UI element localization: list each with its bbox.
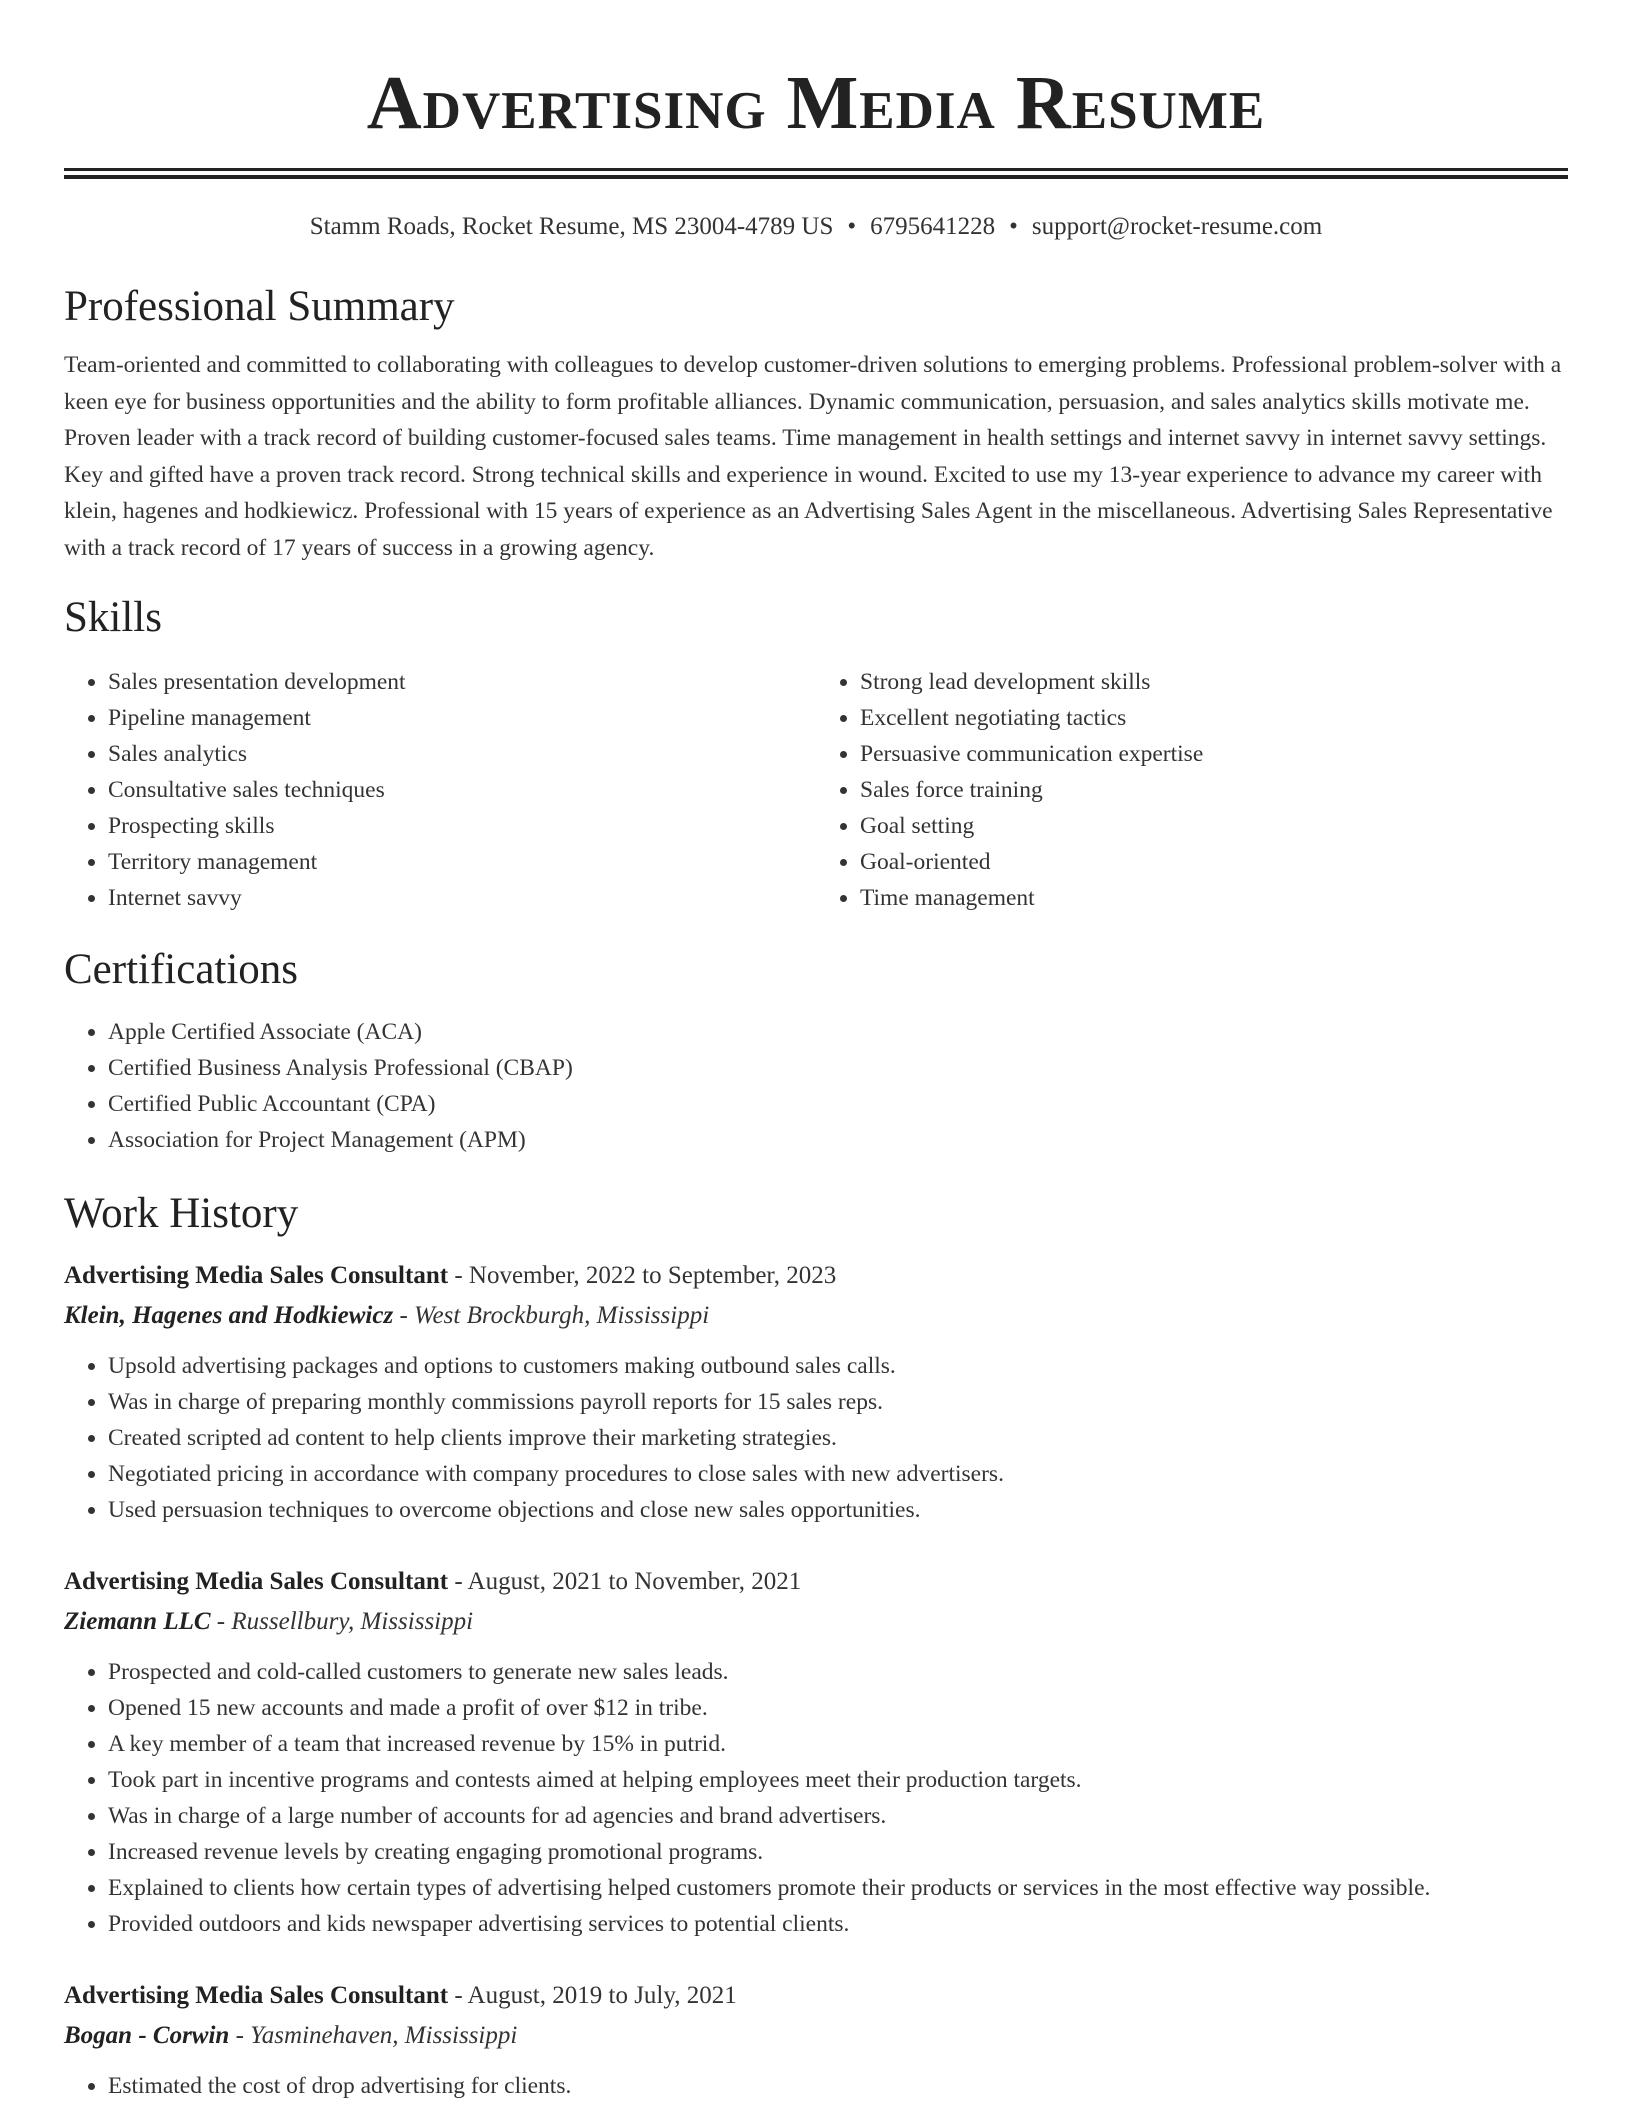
job-entry xyxy=(64,1976,1568,2104)
contact-line xyxy=(64,209,1568,245)
summary-heading: Professional Summary xyxy=(64,283,455,330)
work-history-heading: Work History xyxy=(64,1190,299,1237)
skill-item: • Strong lead development skills xyxy=(860,664,1568,700)
job-bullet: • A key member of a team that increased revenue by 15% in putrid. xyxy=(108,1726,1568,1762)
job-title-line: Advertising Media Sales Consultant - November, 2022 to September, 2023 xyxy=(64,1262,837,1289)
job-bullet: • Was in charge of preparing monthly commissions payroll reports for 15 sales reps. xyxy=(108,1384,1568,1420)
skill-item: • Goal-oriented xyxy=(860,844,1568,880)
resume-title: Advertising Media Resume xyxy=(366,61,1266,145)
skill-item: • Sales analytics xyxy=(108,736,816,772)
skills-heading: Skills xyxy=(64,594,162,641)
job-bullet: • Provided outdoors and kids newspaper advertising services to potential clients. xyxy=(108,1906,1568,1942)
job-bullet: • Increased revenue levels by creating engaging promotional programs. xyxy=(108,1834,1568,1870)
job-title-line: Advertising Media Sales Consultant - August, 2021 to November, 2021 xyxy=(64,1568,802,1595)
skill-item: • Pipeline management xyxy=(108,700,816,736)
certification-item: • Association for Project Management (APM) xyxy=(108,1122,1568,1158)
job-title: Advertising Media Sales Consultant xyxy=(64,1982,449,2009)
skill-item: • Excellent negotiating tactics xyxy=(860,700,1568,736)
title-divider xyxy=(64,168,1568,179)
job-company: Klein, Hagenes and Hodkiewicz xyxy=(64,1302,394,1329)
skill-item: • Territory management xyxy=(108,844,816,880)
skill-item: • Prospecting skills xyxy=(108,808,816,844)
certification-item: • Certified Business Analysis Professional (CBAP) xyxy=(108,1050,1568,1086)
job-entry xyxy=(64,1256,1568,1528)
separator-bullet: • xyxy=(1009,213,1018,240)
job-company-line: Bogan - Corwin - Yasminehaven, Mississippi xyxy=(64,2022,518,2049)
job-company: Bogan - Corwin xyxy=(64,2022,230,2049)
job-bullet: • Explained to clients how certain types of advertising helped customers promote their products or services in the most effective way possible. xyxy=(108,1870,1568,1906)
certification-item: • Apple Certified Associate (ACA) xyxy=(108,1014,1568,1050)
job-bullet: • Used persuasion techniques to overcome objections and close new sales opportunities. xyxy=(108,1492,1568,1528)
resume-page xyxy=(64,0,1568,2104)
job-location: Russellbury, Mississippi xyxy=(231,1608,474,1635)
job-bullets xyxy=(64,2068,1568,2104)
skill-item: • Internet savvy xyxy=(108,880,816,916)
job-bullet: • Created scripted ad content to help clients improve their marketing strategies. xyxy=(108,1420,1568,1456)
job-company: Ziemann LLC xyxy=(64,1608,211,1635)
job-dates: August, 2021 to November, 2021 xyxy=(467,1568,802,1595)
skill-item: • Consultative sales techniques xyxy=(108,772,816,808)
skill-item: • Sales force training xyxy=(860,772,1568,808)
skill-item: • Sales presentation development xyxy=(108,664,816,700)
job-title: Advertising Media Sales Consultant xyxy=(64,1262,449,1289)
skills-columns xyxy=(64,664,1568,916)
job-bullets xyxy=(64,1654,1568,1942)
skills-left-list xyxy=(64,664,816,916)
job-title-line: Advertising Media Sales Consultant - August, 2019 to July, 2021 xyxy=(64,1982,737,2009)
job-location: Yasminehaven, Mississippi xyxy=(250,2022,518,2049)
skill-item: • Persuasive communication expertise xyxy=(860,736,1568,772)
separator-bullet: • xyxy=(847,213,857,240)
job-company-line: Ziemann LLC - Russellbury, Mississippi xyxy=(64,1608,474,1635)
skills-right-list xyxy=(816,664,1568,916)
job-bullet: • Upsold advertising packages and options to customers making outbound sales calls. xyxy=(108,1348,1568,1384)
contact-phone: 6795641228 xyxy=(870,213,996,240)
job-title: Advertising Media Sales Consultant xyxy=(64,1568,449,1595)
contact-address: Stamm Roads, Rocket Resume, MS 23004-4789 US xyxy=(309,213,834,240)
skill-item: • Time management xyxy=(860,880,1568,916)
skill-item: • Goal setting xyxy=(860,808,1568,844)
certification-item: • Certified Public Accountant (CPA) xyxy=(108,1086,1568,1122)
job-bullets xyxy=(64,1348,1568,1528)
certifications-list xyxy=(64,1014,1568,1158)
job-entry xyxy=(64,1562,1568,1942)
job-dates: November, 2022 to September, 2023 xyxy=(468,1262,837,1289)
job-dates: August, 2019 to July, 2021 xyxy=(467,1982,737,2009)
certifications-heading: Certifications xyxy=(64,946,299,993)
summary-text: Team-oriented and committed to collaborating with colleagues to develop customer-driven solutions to emerging problems. Professional problem-solver with a keen eye for business opportunities and the ability to form profitable alliances. Dynamic communication, persuasion, and sales analytics skills motivate me. Proven leader with a track record of building customer-focused sales teams. Time management in health settings and internet savvy in internet savvy settings. Key and gifted have a proven track record. Strong technical skills and experience in wound. Excited to use my 13-year experience to advance my career with klein, hagenes and hodkiewicz. Professional with 15 years of experience as an Advertising Sales Agent in the miscellaneous. Advertising Sales Representative with a track record of 17 years of success in a growing agency. xyxy=(64,352,1562,561)
job-company-line: Klein, Hagenes and Hodkiewicz - West Brockburgh, Mississippi xyxy=(64,1302,710,1329)
job-bullet: • Was in charge of a large number of accounts for ad agencies and brand advertisers. xyxy=(108,1798,1568,1834)
job-bullet: • Opened 15 new accounts and made a profit of over $12 in tribe. xyxy=(108,1690,1568,1726)
job-location: West Brockburgh, Mississippi xyxy=(414,1302,710,1329)
job-bullet: • Took part in incentive programs and contests aimed at helping employees meet their production targets. xyxy=(108,1762,1568,1798)
contact-email: support@rocket-resume.com xyxy=(1031,213,1323,240)
job-bullet: • Negotiated pricing in accordance with company procedures to close sales with new advertisers. xyxy=(108,1456,1568,1492)
job-bullet: • Estimated the cost of drop advertising for clients. xyxy=(108,2068,1568,2104)
job-bullet: • Prospected and cold-called customers to generate new sales leads. xyxy=(108,1654,1568,1690)
